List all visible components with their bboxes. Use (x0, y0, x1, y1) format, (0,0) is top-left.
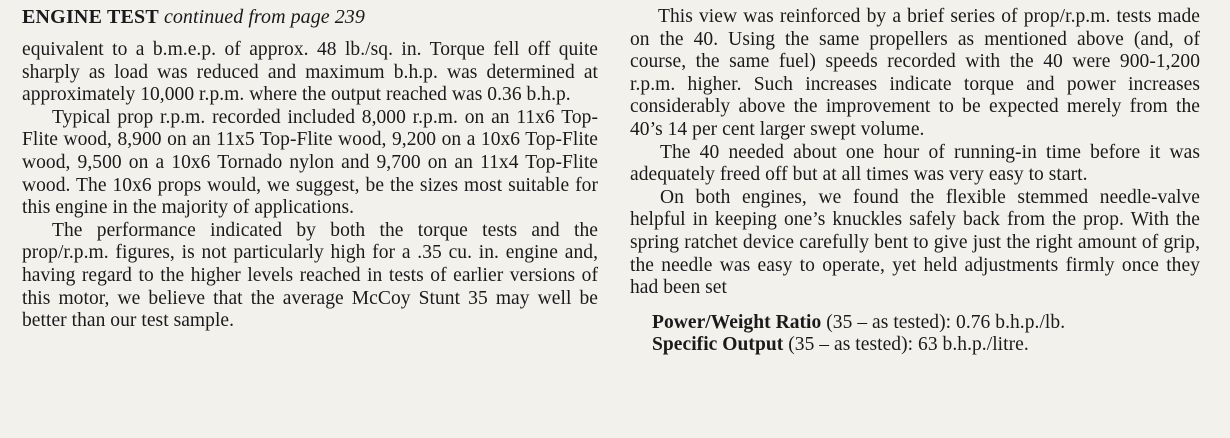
stats-block (630, 312, 1200, 356)
left-column (22, 6, 598, 333)
stat-power-weight (652, 312, 1200, 334)
right-paragraph-1: This view was reinforced by a brief series of prop/r.p.m. tests made on the 40. Using the same propellers as mentioned above (and, of course, the same fuel) speeds recorded with the 40 were 900-1,200 r.p.m. higher. Such increases indicate torque and power increases considerably above the improvement to be expected merely from the 40’s 14 per cent larger swept volume. (630, 6, 1200, 140)
stat-specific-output (652, 334, 1200, 356)
heading-title: ENGINE TEST (22, 6, 159, 28)
right-paragraph-2: The 40 needed about one hour of running-in time before it was adequately freed off but at all times was very easy to start. (630, 141, 1200, 186)
right-paragraph-3: On both engines, we found the flexible stemmed needle-valve helpful in keeping one’s knuckles safely back from the prop. With the spring ratchet device carefully bent to give just the right amount of grip, the needle was easy to operate, yet held adjustments firmly once they had been set (630, 186, 1200, 299)
article-heading (22, 6, 598, 28)
stat-power-weight-label: Power/Weight Ratio (652, 311, 822, 333)
right-column (630, 6, 1200, 356)
stat-specific-output-value: (35 – as tested): 63 b.h.p./litre. (783, 333, 1029, 355)
left-paragraph-1: equivalent to a b.m.e.p. of approx. 48 lb./sq. in. Torque fell off quite sharply as load was reduced and maximum b.h.p. was determined at approximately 10,000 r.p.m. where the output reached was 0.36 b.h.p. (22, 39, 598, 106)
heading-continued: continued from page 239 (163, 6, 365, 28)
left-paragraph-3: The performance indicated by both the torque tests and the prop/r.p.m. figures, is not particularly high for a .35 cu. in. engine and, having regard to the higher levels reached in tests of earlier versions of this motor, we believe that the average McCoy Stunt 35 may well be better than our test sample. (22, 219, 598, 332)
left-paragraph-2: Typical prop r.p.m. recorded included 8,000 r.p.m. on an 11x6 Top-Flite wood, 8,900 on an 11x5 Top-Flite wood, 9,200 on a 10x6 Top-Flite wood, 9,500 on a 10x6 Tornado nylon and 9,700 on an 11x4 Top-Flite wood. The 10x6 props would, we suggest, be the sizes most suitable for this engine in the majority of applications. (22, 106, 598, 219)
stat-power-weight-value: (35 – as tested): 0.76 b.h.p./lb. (821, 311, 1066, 333)
stat-specific-output-label: Specific Output (652, 333, 784, 355)
